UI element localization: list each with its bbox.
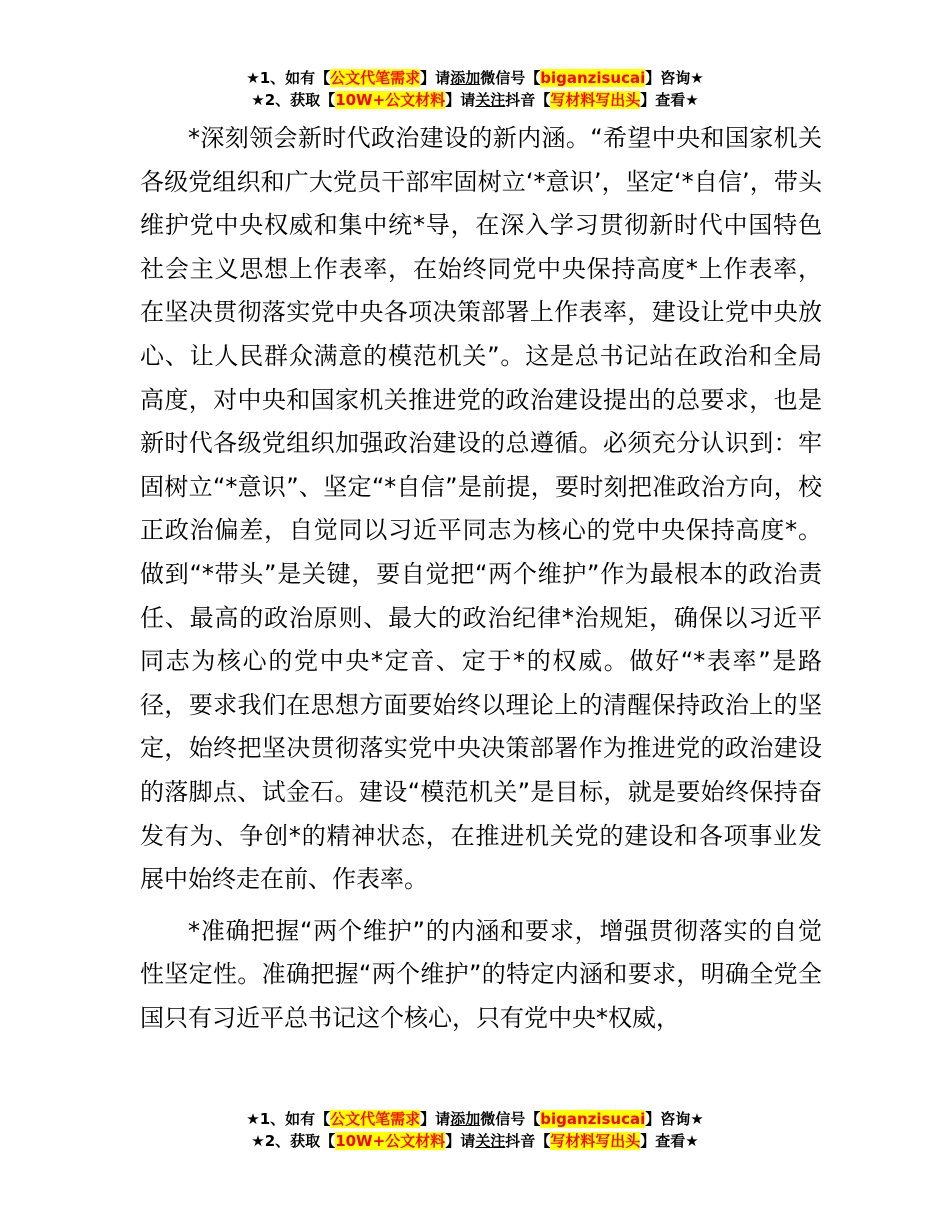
highlight-materials: 10W+公文材料 xyxy=(335,1132,446,1150)
banner-line-1: ★1、如有【公文代笔需求】请添加微信号【biganzisucai】咨询★ xyxy=(246,1110,704,1128)
highlight-service: 公文代笔需求 xyxy=(330,1110,421,1128)
highlight-wechat-id: biganzisucai xyxy=(540,69,646,87)
banner-line-2: ★2、获取【10W+公文材料】请关注抖音【写材料写出头】查看★ xyxy=(251,91,699,109)
highlight-douyin-account: 写材料写出头 xyxy=(550,91,641,109)
body-paragraph: *深刻领会新时代政治建设的新内涵。“希望中央和国家机关各级党组织和广大党员干部牢固树立‘*意识’，坚定‘*自信’，带头维护党中央权威和集中统*导，在深入学习贯彻新时代中国特色社会主义思想上作表率，在始终同党中央保持高度*上作表率，在坚决贯彻落实党中央各项决策部署上作表率，建设让党中央放心、让人民群众满意的模范机关”。这是总书记站在政治和全局高度，对中央和国家机关推进党的政治建设提出的总要求，也是新时代各级党组织加强政治建设的总遵循。必须充分认识到：牢固树立“*意识”、坚定“*自信”是前提，要时刻把准政治方向，校正政治偏差，自觉同以习近平同志为核心的党中央保持高度*。做到“*带头”是关键，要自觉把“两个维护”作为最根本的政治责任、最高的政治原则、最大的政治纪律*治规矩，确保以习近平同志为核心的党中央*定音、定于*的权威。做好“*表率”是路径，要求我们在思想方面要始终以理论上的清醒保持政治上的坚定，始终把坚决贯彻落实党中央决策部署作为推进党的政治建设的落脚点、试金石。建设“模范机关”是目标，就是要始终保持奋发有为、争创*的精神状态，在推进机关党的建设和各项事业发展中始终走在前、作表率。 xyxy=(140,124,822,894)
header-banner xyxy=(0,67,950,111)
highlight-materials: 10W+公文材料 xyxy=(335,91,446,109)
highlight-wechat-id: biganzisucai xyxy=(540,1110,646,1128)
body-paragraph: *准确把握“两个维护”的内涵和要求，增强贯彻落实的自觉性坚定性。准确把握“两个维护”的特定内涵和要求，明确全党全国只有习近平总书记这个核心，只有党中央*权威， xyxy=(140,916,822,1032)
highlight-service: 公文代笔需求 xyxy=(330,69,421,87)
highlight-douyin-account: 写材料写出头 xyxy=(550,1132,641,1150)
footer-banner xyxy=(0,1108,950,1152)
document-body xyxy=(140,117,822,1040)
banner-line-2: ★2、获取【10W+公文材料】请关注抖音【写材料写出头】查看★ xyxy=(251,1132,699,1150)
banner-line-1: ★1、如有【公文代笔需求】请添加微信号【biganzisucai】咨询★ xyxy=(246,69,704,87)
